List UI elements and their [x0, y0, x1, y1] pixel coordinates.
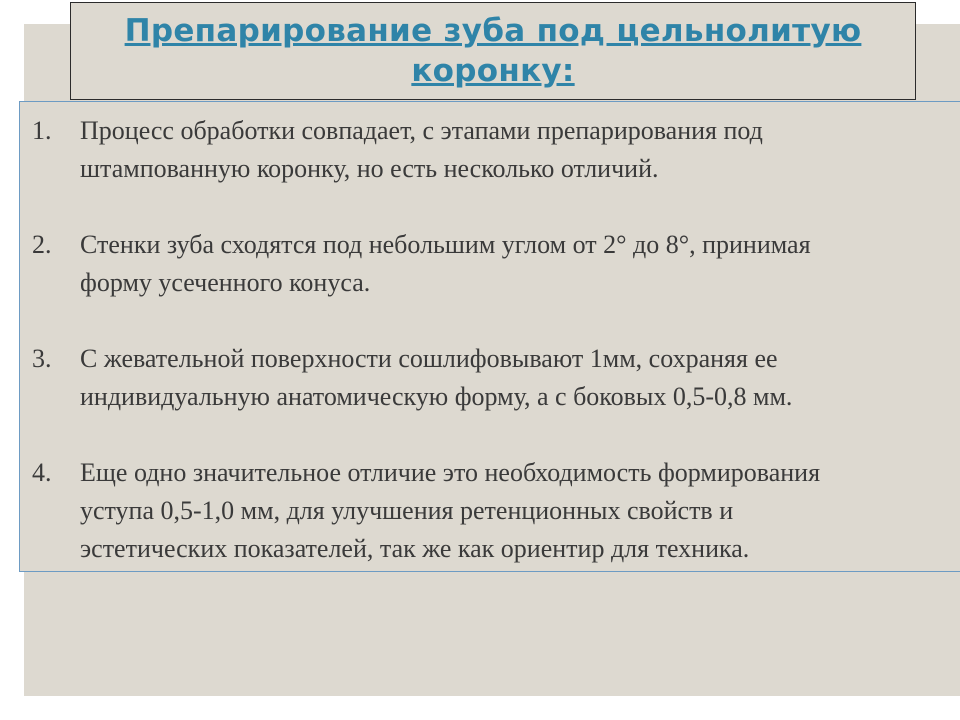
- list-item-line: Стенки зуба сходятся под небольшим углом от 2° до 8°, принимая: [80, 230, 811, 259]
- slide-title: [105, 11, 882, 91]
- list-item-line: штампованную коронку, но есть несколько отличий.: [80, 154, 659, 183]
- list-item: [20, 112, 960, 188]
- content-box: [19, 101, 960, 572]
- list-item-number: 1.: [32, 116, 52, 145]
- list-item-number: 4.: [32, 458, 52, 487]
- list-item-line: форму усеченного конуса.: [80, 268, 371, 297]
- list-item-line: С жевательной поверхности сошлифовывают 1мм, сохраняя ее: [80, 344, 778, 373]
- numbered-list: [20, 112, 960, 572]
- list-item: [20, 226, 960, 302]
- list-item-line: эстетических показателей, так же как ориентир для техника.: [80, 534, 750, 563]
- list-item-line: уступа 0,5-1,0 мм, для улучшения ретенционных свойств и: [80, 496, 734, 525]
- list-item: [20, 454, 960, 568]
- list-item-line: индивидуальную анатомическую форму, а с боковых 0,5-0,8 мм.: [80, 382, 793, 411]
- list-item-line: Еще одно значительное отличие это необходимость формирования: [80, 458, 821, 487]
- title-line-2: коронку:: [411, 53, 575, 89]
- list-item-number: 2.: [32, 230, 52, 259]
- title-box: [70, 2, 916, 100]
- list-item: [20, 340, 960, 416]
- title-line-1: Препарирование зуба под цельнолитую: [124, 13, 862, 49]
- list-item-line: Процесс обработки совпадает, с этапами препарирования под: [80, 116, 763, 145]
- list-item-number: 3.: [32, 344, 52, 373]
